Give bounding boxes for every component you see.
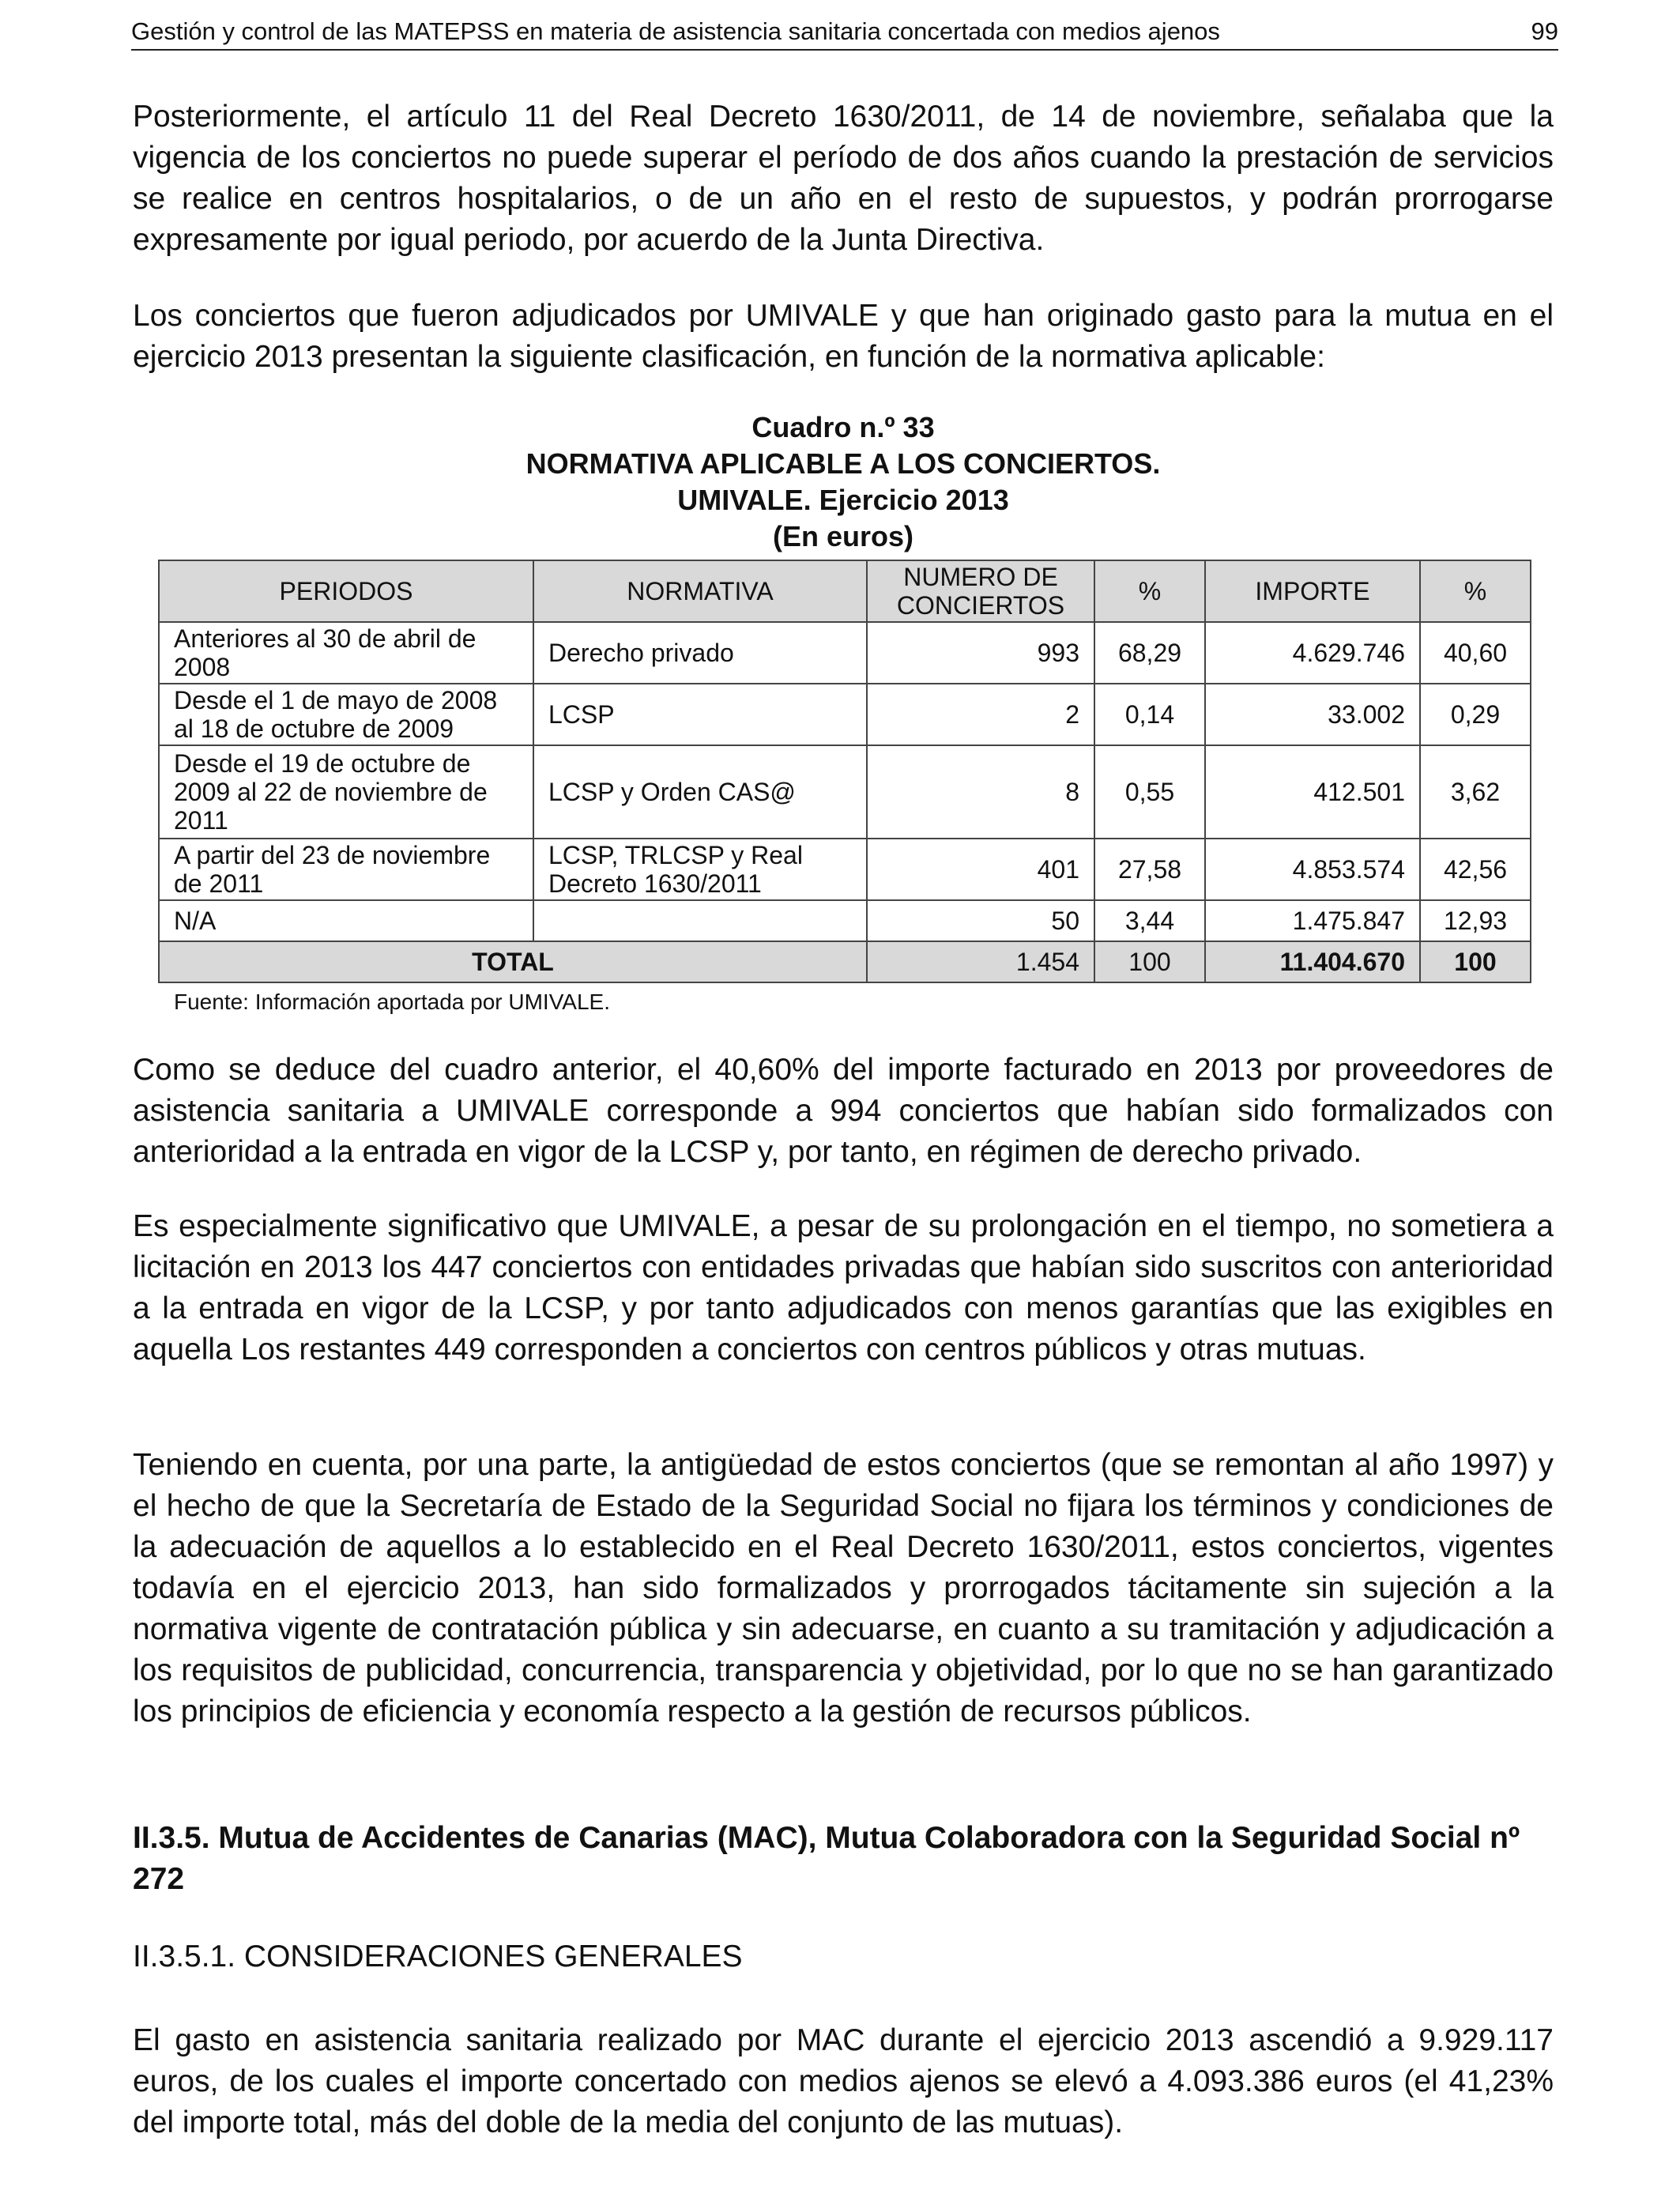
table-caption-subtitle: UMIVALE. Ejercicio 2013 xyxy=(677,484,1009,516)
paragraph-2: Los conciertos que fueron adjudicados por UMIVALE y que han originado gasto para la mutua en el ejercicio 2013 presentan la siguiente clasificación, en función de la normativa aplicable: xyxy=(133,299,1554,374)
cell-pct: 27,58 xyxy=(1094,839,1205,900)
table-caption-title: NORMATIVA APLICABLE A LOS CONCIERTOS. xyxy=(525,447,1161,480)
paragraph-1: Posteriormente, el artículo 11 del Real Decreto 1630/2011, de 14 de noviembre, señalaba que la vigencia de los conciertos no puede superar el período de dos años cuando la prestación de servicios se realice en centros hospitalarios, o de un año en el resto de supuestos, y podrán prorrogarse expresamente por igual periodo, por acuerdo de la Junta Directiva. xyxy=(133,100,1554,257)
table-row xyxy=(159,622,1531,684)
cell-importe: 412.501 xyxy=(1205,745,1420,839)
paragraph-6: El gasto en asistencia sanitaria realizado por MAC durante el ejercicio 2013 ascendió a 9.929.117 euros, de los cuales el importe concertado con medios ajenos se elevó a 4.093.386 euros (el 41,23% del importe total, más del doble de la media del conjunto de las mutuas). xyxy=(133,2023,1554,2139)
cell-periodo: A partir del 23 de noviembre de 2011 xyxy=(159,839,533,900)
cell-numero: 50 xyxy=(867,900,1094,941)
cell-importe: 4.629.746 xyxy=(1205,622,1420,684)
total-pct-importe: 100 xyxy=(1420,941,1531,982)
normativa-table xyxy=(158,560,1531,983)
col-header-pct-importe: % xyxy=(1420,560,1531,622)
cell-normativa: LCSP xyxy=(533,684,867,745)
table-caption-units: (En euros) xyxy=(772,520,913,552)
cell-periodo: Desde el 1 de mayo de 2008 al 18 de octubre de 2009 xyxy=(159,684,533,745)
total-numero: 1.454 xyxy=(867,941,1094,982)
header-title: Gestión y control de las MATEPSS en materia de asistencia sanitaria concertada con medios ajenos xyxy=(131,17,1220,45)
table-row xyxy=(159,839,1531,900)
cell-periodo: Desde el 19 de octubre de 2009 al 22 de noviembre de 2011 xyxy=(159,745,533,839)
col-header-normativa: NORMATIVA xyxy=(533,560,867,622)
cell-normativa: Derecho privado xyxy=(533,622,867,684)
col-header-numero: NUMERO DE CONCIERTOS xyxy=(867,560,1094,622)
total-importe: 11.404.670 xyxy=(1205,941,1420,982)
paragraph-5: Teniendo en cuenta, por una parte, la antigüedad de estos conciertos (que se remontan al año 1997) y el hecho de que la Secretaría de Estado de la Seguridad Social no fijara los términos y condiciones de la adecuación de aquellos a lo establecido en el Real Decreto 1630/2011, estos conciertos, vigentes todavía en el ejercicio 2013, han sido formalizados y prorrogados tácitamente sin sujeción a la normativa vigente de contratación pública y sin adecuarse, en cuanto a su tramitación y adjudicación a los requisitos de publicidad, concurrencia, transparencia y objetividad, por lo que no se han garantizado los principios de eficiencia y economía respecto a la gestión de recursos públicos. xyxy=(133,1448,1554,1728)
cell-normativa xyxy=(533,900,867,941)
col-header-periodos: PERIODOS xyxy=(159,560,533,622)
total-pct: 100 xyxy=(1094,941,1205,982)
total-label: TOTAL xyxy=(159,941,867,982)
cell-pct: 3,62 xyxy=(1420,745,1531,839)
cell-pct: 68,29 xyxy=(1094,622,1205,684)
page-header xyxy=(131,14,1558,51)
paragraph-3: Como se deduce del cuadro anterior, el 40,60% del importe facturado en 2013 por proveedores de asistencia sanitaria a UMIVALE corresponde a 994 conciertos que habían sido formalizados con anterioridad a la entrada en vigor de la LCSP y, por tanto, en régimen de derecho privado. xyxy=(133,1053,1554,1169)
col-header-pct-numero: % xyxy=(1094,560,1205,622)
cell-pct: 0,55 xyxy=(1094,745,1205,839)
paragraph-4: Es especialmente significativo que UMIVALE, a pesar de su prolongación en el tiempo, no sometiera a licitación en 2013 los 447 conciertos con entidades privadas que habían sido suscritos con anterioridad a la entrada en vigor de la LCSP, y por tanto adjudicados con menos garantías que las exigibles en aquella Los restantes 449 corresponden a conciertos con centros públicos y otras mutuas. xyxy=(133,1209,1554,1367)
cell-pct: 3,44 xyxy=(1094,900,1205,941)
cell-normativa: LCSP, TRLCSP y Real Decreto 1630/2011 xyxy=(533,839,867,900)
table-source-note: Fuente: Información aportada por UMIVALE. xyxy=(174,990,610,1014)
cell-importe: 4.853.574 xyxy=(1205,839,1420,900)
table-row xyxy=(159,684,1531,745)
cell-pct: 12,93 xyxy=(1420,900,1531,941)
table-header-row xyxy=(159,560,1531,622)
cell-numero: 2 xyxy=(867,684,1094,745)
cell-normativa: LCSP y Orden CAS@ xyxy=(533,745,867,839)
subsection-heading: II.3.5.1. CONSIDERACIONES GENERALES xyxy=(133,1940,743,1973)
cell-periodo: N/A xyxy=(159,900,533,941)
cell-numero: 993 xyxy=(867,622,1094,684)
table-total-row xyxy=(159,941,1531,982)
table-row xyxy=(159,900,1531,941)
cell-numero: 401 xyxy=(867,839,1094,900)
cell-importe: 1.475.847 xyxy=(1205,900,1420,941)
cell-numero: 8 xyxy=(867,745,1094,839)
cell-pct: 0,14 xyxy=(1094,684,1205,745)
col-header-importe: IMPORTE xyxy=(1205,560,1420,622)
table-caption-number: Cuadro n.º 33 xyxy=(751,411,935,443)
page-number: 99 xyxy=(1531,17,1558,45)
cell-importe: 33.002 xyxy=(1205,684,1420,745)
cell-pct: 42,56 xyxy=(1420,839,1531,900)
table-row xyxy=(159,745,1531,839)
cell-periodo: Anteriores al 30 de abril de 2008 xyxy=(159,622,533,684)
cell-pct: 40,60 xyxy=(1420,622,1531,684)
cell-pct: 0,29 xyxy=(1420,684,1531,745)
section-heading: II.3.5. Mutua de Accidentes de Canarias (MAC), Mutua Colaboradora con la Seguridad Social nº 272 xyxy=(133,1821,1520,1896)
